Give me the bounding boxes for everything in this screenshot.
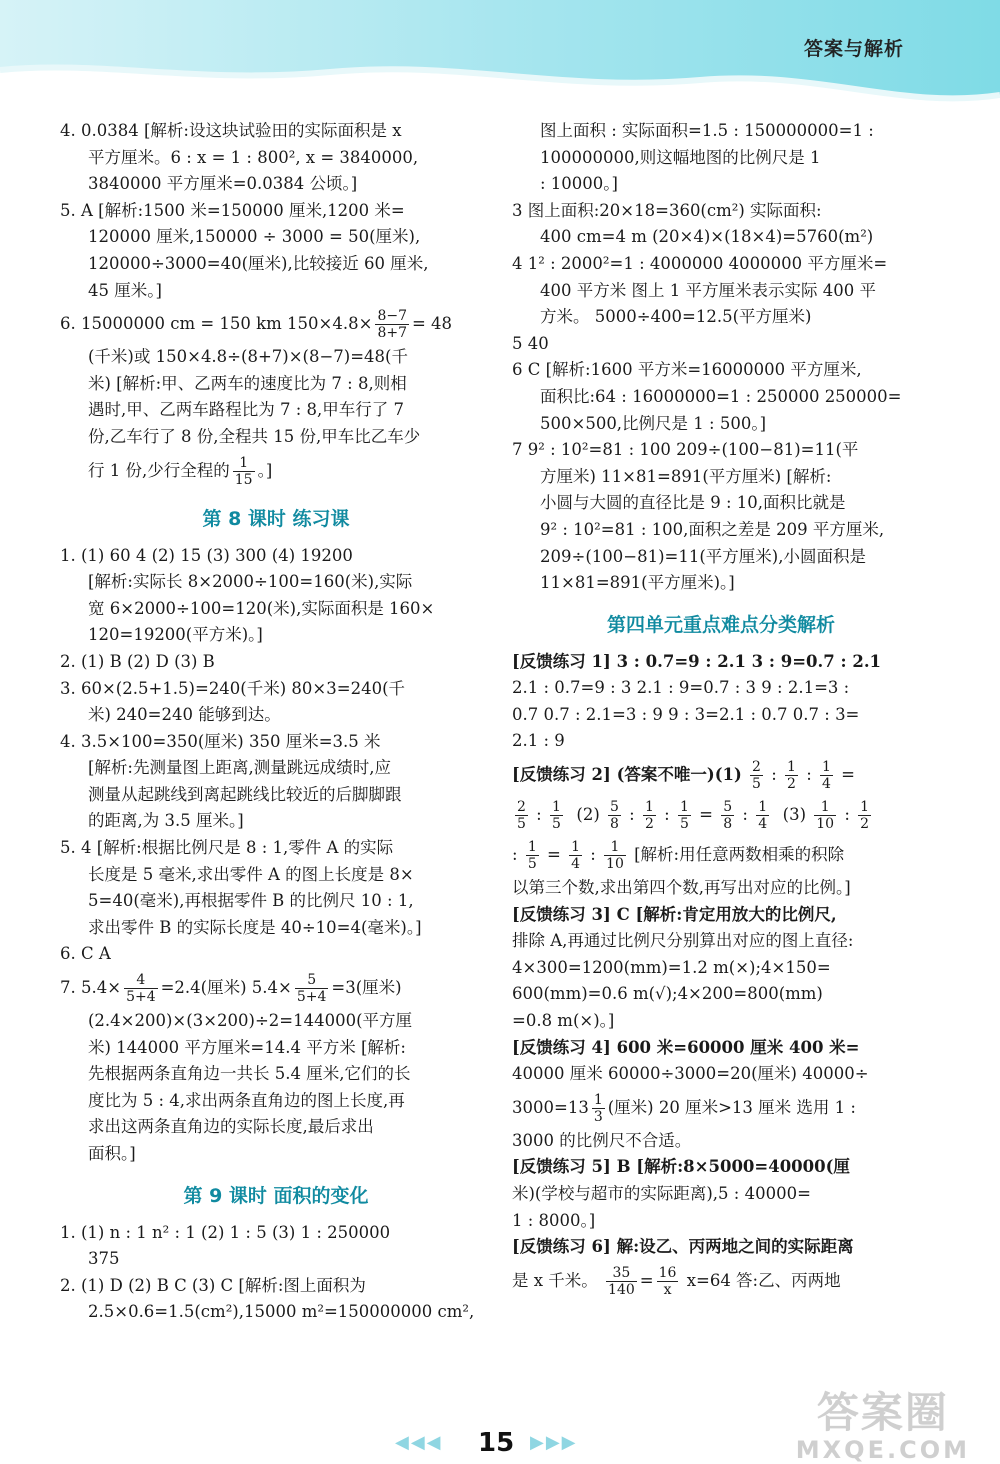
text-line: 度比为 5 : 4,求出两条直角边的图上长度,再 [88, 1090, 405, 1110]
numerator: 1 [233, 455, 255, 472]
feedback-4 [512, 1035, 930, 1155]
text-line: 是 x 千米。 $\frac{35}{140}$ = $\frac{16}{x}$ x=64 答:乙、丙两地 [512, 1264, 841, 1298]
denominator: 5+4 [296, 989, 327, 1006]
text-line: 图上面积 : 实际面积=1.5 : 150000000=1 : [540, 121, 874, 140]
text-span: 。] [257, 460, 273, 480]
fraction [526, 839, 539, 872]
text-line: 120000 厘米,150000 ÷ 3000 = 50(厘米), [88, 227, 421, 247]
fraction [592, 1092, 605, 1125]
lesson8-answer-4 [60, 729, 492, 835]
lesson9-answer-7 [512, 437, 930, 597]
text-line: 3. 60×(2.5+1.5)=240(千米) 80×3=240(千 [60, 678, 406, 698]
text-line: 小圆与大圆的直径比是 9 : 10,面积比就是 [540, 493, 846, 513]
text-line: [反馈练习 1] 3 : 0.7=9 : 2.1 3 : 9=0.7 : 2.1 [512, 651, 882, 671]
text-line: 的距离,为 3.5 厘米。] [88, 811, 244, 831]
header-title: 答案与解析 [803, 38, 904, 60]
fraction [233, 455, 255, 488]
fraction [550, 799, 563, 832]
numerator: 1 [604, 839, 626, 856]
text-line: : 10000。] [540, 174, 618, 194]
text-line: 面积。] [88, 1144, 136, 1163]
lesson9-answer-2 [60, 1273, 492, 1326]
text-line: 120000÷3000=40(厘米),比较接近 60 厘米, [88, 253, 429, 273]
feedback-2 [512, 755, 930, 902]
text-line: 0.7 0.7 : 2.1=3 : 9 9 : 3=2.1 : 0.7 0.7 : 3= [512, 704, 860, 724]
section-title-lesson-9: 第 9 课时 面积的变化 [183, 1184, 369, 1207]
text-line [60, 451, 492, 491]
text-span: =2.4(厘米) 5.4× [160, 978, 292, 998]
text-span: 是 x 千米。 [512, 1270, 598, 1290]
text-line: 3 图上面积:20×18=360(cm²) 实际面积: [512, 200, 822, 220]
text-span: 3000=13 [512, 1097, 589, 1117]
text-span: [反馈练习 2] (答案不唯一)(1) [512, 765, 742, 785]
text-line: 120=19200(平方米)。] [88, 625, 263, 645]
denominator: 10 [816, 816, 835, 833]
denominator: 5 [679, 816, 689, 833]
denominator: 4 [758, 816, 768, 833]
page-number: 15 [478, 1428, 515, 1458]
numerator: 1 [679, 799, 689, 816]
text-line: 3000 的比例尺不合适。 [512, 1130, 692, 1150]
numerator: 1 [593, 1091, 603, 1108]
numerator: 35 [606, 1265, 637, 1282]
lesson9-answer-1 [60, 1220, 492, 1273]
text-line: 米) [解析:甲、乙两车的速度比为 7 : 8,则相 [88, 373, 407, 393]
feedback-6 [512, 1234, 930, 1301]
text-span: x=64 答:乙、丙两地 [686, 1270, 841, 1290]
text-line: [反馈练习 6] 解:设乙、丙两地之间的实际距离 [512, 1237, 854, 1257]
numerator: 1 [527, 839, 537, 856]
fraction [820, 759, 833, 792]
text-line: 1. (1) 60 4 (2) 15 (3) 300 (4) 19200 [60, 545, 353, 565]
feedback-3 [512, 902, 930, 1035]
text-line: 5. 4 [解析:根据比例尺是 8 : 1,零件 A 的实际 [60, 838, 394, 858]
fraction [604, 839, 626, 872]
text-span: =3(厘米) [331, 978, 402, 998]
text-line: [反馈练习 3] C [解析:肯定用放大的比例尺, [512, 904, 837, 924]
text-line: 40000 厘米 60000÷3000=20(厘米) 40000÷ [512, 1064, 869, 1084]
text-line: 6 C [解析:1600 平方米=16000000 平方厘米, [512, 360, 862, 380]
denominator: 2 [787, 776, 796, 793]
lesson8-answer-6: 6. C A [60, 944, 111, 964]
text-span: [解析:用任意两数相乘的积除 [634, 845, 845, 865]
text-line: 测量从起跳线到离起跳线比较近的后脚脚跟 [88, 784, 402, 804]
watermark [796, 1380, 970, 1464]
fraction [785, 759, 798, 792]
text-line: 209÷(100−81)=11(平方厘米),小圆面积是 [540, 546, 866, 566]
text-line: 2.1 : 0.7=9 : 3 2.1 : 9=0.7 : 3 9 : 2.1=3 : [512, 678, 850, 698]
text-line: 求出零件 B 的实际长度是 40÷10=4(毫米)。] [88, 917, 422, 937]
numerator: 1 [814, 799, 836, 816]
denominator: 5 [517, 816, 526, 833]
text-line: 平方厘米。6 : x = 1 : 800², x = 3840000, [88, 147, 419, 167]
text-line: [解析:实际长 8×2000÷100=160(米),实际 [88, 572, 413, 592]
answer-5 [60, 198, 492, 304]
lesson9-answer-6 [512, 357, 930, 437]
numerator: 1 [571, 839, 580, 856]
numerator: 1 [787, 759, 796, 776]
denominator: 2 [645, 816, 654, 833]
lesson8-answer-2: 2. (1) B (2) D (3) B [60, 651, 215, 671]
text-line: 先根据两条直角边一共长 5.4 厘米,它们的长 [88, 1064, 411, 1084]
numerator: 5 [295, 972, 329, 989]
denominator: 2 [860, 816, 870, 833]
text-line: $\frac{2}{5}$ : $\frac{1}{5}$ (2) $\frac{5}{8}$ : $\frac{1}{2}$ : $\frac{1}{5}$ = $\frac{5}{8}$ : $\frac{1}{4}$ (3) $\frac{1}{10}$ : $\frac{1}{2}$ [517, 799, 870, 833]
text-line: 米)(学校与超市的实际距离),5 : 40000= [512, 1184, 811, 1203]
text-line: 600(mm)=0.6 m(√);4×200=800(mm) [512, 984, 823, 1004]
lesson8-answer-1 [60, 543, 492, 649]
numerator: 5 [610, 799, 619, 816]
text-line [60, 304, 492, 344]
lesson9-answer-4 [512, 251, 930, 331]
fraction [515, 799, 528, 832]
text-line: 米) 240=240 能够到达。 [88, 705, 281, 725]
text-line: : $\frac{1}{5}$ = $\frac{1}{4}$ : $\frac{1}{10}$ [解析:用任意两数相乘的积除 [512, 839, 845, 873]
denominator: 8 [610, 816, 619, 833]
denominator: 5 [752, 776, 761, 793]
watermark-url: MXQE.COM [795, 1436, 970, 1464]
fraction [124, 972, 158, 1005]
numerator: 5 [723, 799, 733, 816]
lesson8-answer-3 [60, 676, 492, 729]
text-line: 方米。 5000÷400=12.5(平方厘米) [540, 307, 812, 327]
numerator: 16 [658, 1264, 677, 1281]
text-line: [反馈练习 2] (答案不唯一)(1) $\frac{2}{5}$ : $\frac{1}{2}$ : $\frac{1}{4}$ = [512, 759, 856, 793]
text-line: 400 平方米 图上 1 平方厘米表示实际 400 平 [540, 280, 876, 300]
text-line: 方厘米) 11×81=891(平方厘米) [解析: [540, 466, 832, 486]
text-line: 45 厘米。] [88, 280, 162, 300]
text-line: 4. 3.5×100=350(厘米) 350 厘米=3.5 米 [60, 731, 381, 751]
fraction [569, 839, 582, 872]
feedback-1 [512, 649, 930, 755]
lesson9-answer-2-continued [512, 118, 930, 198]
lesson9-answer-3 [512, 198, 930, 251]
right-column [512, 118, 930, 1301]
text-line: 2.1 : 9 [512, 731, 565, 751]
text-line: (2.4×200)×(3×200)÷2=144000(平方厘 [88, 1011, 413, 1031]
text-line: 以第三个数,求出第四个数,再写出对应的比例。] [512, 878, 851, 898]
text-line [60, 968, 492, 1008]
text-line: 9² : 10²=81 : 100,面积之差是 209 平方厘米, [540, 519, 885, 539]
numerator: 1 [551, 799, 561, 816]
fraction [814, 799, 836, 832]
denominator: 8+7 [377, 325, 407, 342]
text-span: (厘米) 20 厘米>13 厘米 选用 1 : [607, 1097, 856, 1117]
text-line: 4. 0.0384 [解析:设这块试验田的实际面积是 x [60, 121, 402, 140]
left-column [60, 118, 492, 1326]
text-line: 份,乙车行了 8 份,全程共 15 份,甲车比乙车少 [88, 426, 421, 446]
feedback-5 [512, 1154, 930, 1234]
text-line: =0.8 m(×)。] [512, 1011, 615, 1031]
text-line: 375 [88, 1249, 120, 1269]
denominator: 4 [571, 856, 580, 873]
numerator: 2 [752, 759, 761, 776]
numerator: 1 [645, 799, 654, 816]
fraction [606, 1265, 637, 1298]
answer-4 [60, 118, 492, 198]
text-line: 5. A [解析:1500 米=150000 厘米,1200 米= [60, 200, 405, 220]
fraction [750, 759, 763, 792]
denominator: x [663, 1281, 672, 1298]
text-line: (千米)或 150×4.8÷(8+7)×(8−7)=48(千 [88, 347, 408, 367]
fraction [375, 308, 409, 341]
lesson8-answer-5 [60, 835, 492, 941]
text-span: 6. 15000000 cm = 150 km 150×4.8× [60, 314, 373, 334]
text-line: [反馈练习 5] B [解析:8×5000=40000(厘 [512, 1157, 850, 1177]
text-line: 11×81=891(平方厘米)。] [540, 573, 735, 593]
fraction [756, 799, 769, 832]
numerator: 4 [124, 972, 158, 989]
fraction [608, 799, 621, 832]
text-line: 排除 A,再通过比例尺分别算出对应的图上直径: [512, 931, 854, 951]
text-line: 米) 144000 平方厘米=14.4 平方米 [解析: [88, 1037, 406, 1057]
numerator: 2 [517, 799, 526, 816]
text-line: 宽 6×2000÷100=120(米),实际面积是 160× [88, 598, 435, 618]
denominator: 15 [234, 471, 253, 488]
fraction [858, 799, 871, 832]
text-line: 100000000,则这幅地图的比例尺是 1 [540, 147, 821, 167]
text-line: 4×300=1200(mm)=1.2 m(×);4×150= [512, 957, 831, 977]
text-span: 7. 5.4× [60, 978, 122, 998]
text-line: 400 cm=4 m (20×4)×(18×4)=5760(m²) [540, 227, 874, 247]
text-line: 2.5×0.6=1.5(cm²),15000 m²=150000000 cm², [88, 1302, 475, 1322]
text-span: 行 1 份,少行全程的 [88, 460, 230, 480]
fraction [678, 799, 691, 832]
section-title-lesson-8: 第 8 课时 练习课 [202, 507, 350, 530]
denominator: 5 [551, 816, 561, 833]
text-line: 4 1² : 2000²=1 : 4000000 4000000 平方厘米= [512, 253, 888, 273]
denominator: 140 [608, 1281, 635, 1298]
fraction [657, 1265, 679, 1298]
lesson9-answer-5: 5 40 [512, 333, 549, 353]
text-line: 3840000 平方厘米=0.0384 公顷。] [88, 174, 358, 194]
text-line: 长度是 5 毫米,求出零件 A 的图上长度是 8× [88, 864, 414, 884]
text-line [512, 1088, 930, 1128]
fraction [721, 799, 734, 832]
text-line: 1 : 8000。] [512, 1210, 596, 1230]
text-line: 遇时,甲、乙两车路程比为 7 : 8,甲车行了 7 [88, 400, 405, 420]
denominator: 5 [527, 856, 537, 873]
numerator: 1 [822, 759, 831, 776]
left-arrows-icon: ◀◀◀ [395, 1432, 443, 1453]
text-line: 5=40(毫米),再根据零件 B 的比例尺 10 : 1, [88, 891, 414, 911]
text-line: [反馈练习 4] 600 米=60000 厘米 400 米= [512, 1037, 860, 1057]
numerator: 8−7 [377, 308, 407, 325]
fraction [295, 972, 329, 1005]
text-line: [解析:先测量图上距离,测量跳远成绩时,应 [88, 758, 391, 778]
denominator: 4 [822, 776, 831, 793]
answer-6 [60, 304, 492, 490]
text-line: 1. (1) n : 1 n² : 1 (2) 1 : 5 (3) 1 : 250000 [60, 1222, 391, 1242]
page-header [0, 0, 1000, 110]
denominator: 3 [593, 1108, 603, 1125]
text-span: = 48 [411, 314, 453, 334]
denominator: 5+4 [126, 989, 156, 1006]
right-arrows-icon: ▶▶▶ [530, 1432, 578, 1453]
text-line: 2. (1) D (2) B C (3) C [解析:图上面积为 [60, 1275, 366, 1295]
section-title-unit-4: 第四单元重点难点分类解析 [606, 613, 835, 636]
numerator: 1 [758, 799, 768, 816]
watermark-text: 答案圈 [816, 1388, 949, 1437]
denominator: 8 [723, 816, 733, 833]
text-line: 500×500,比例尺是 1 : 500。] [540, 413, 767, 433]
lesson8-answer-7 [60, 968, 492, 1168]
text-line: 面积比:64 : 16000000=1 : 250000 250000= [540, 386, 902, 406]
denominator: 10 [606, 856, 624, 873]
numerator: 1 [860, 799, 870, 816]
fraction [643, 799, 656, 832]
text-line: 求出这两条直角边的实际长度,最后求出 [88, 1117, 374, 1137]
text-line: 7 9² : 10²=81 : 100 209÷(100−81)=11(平 [512, 440, 859, 460]
